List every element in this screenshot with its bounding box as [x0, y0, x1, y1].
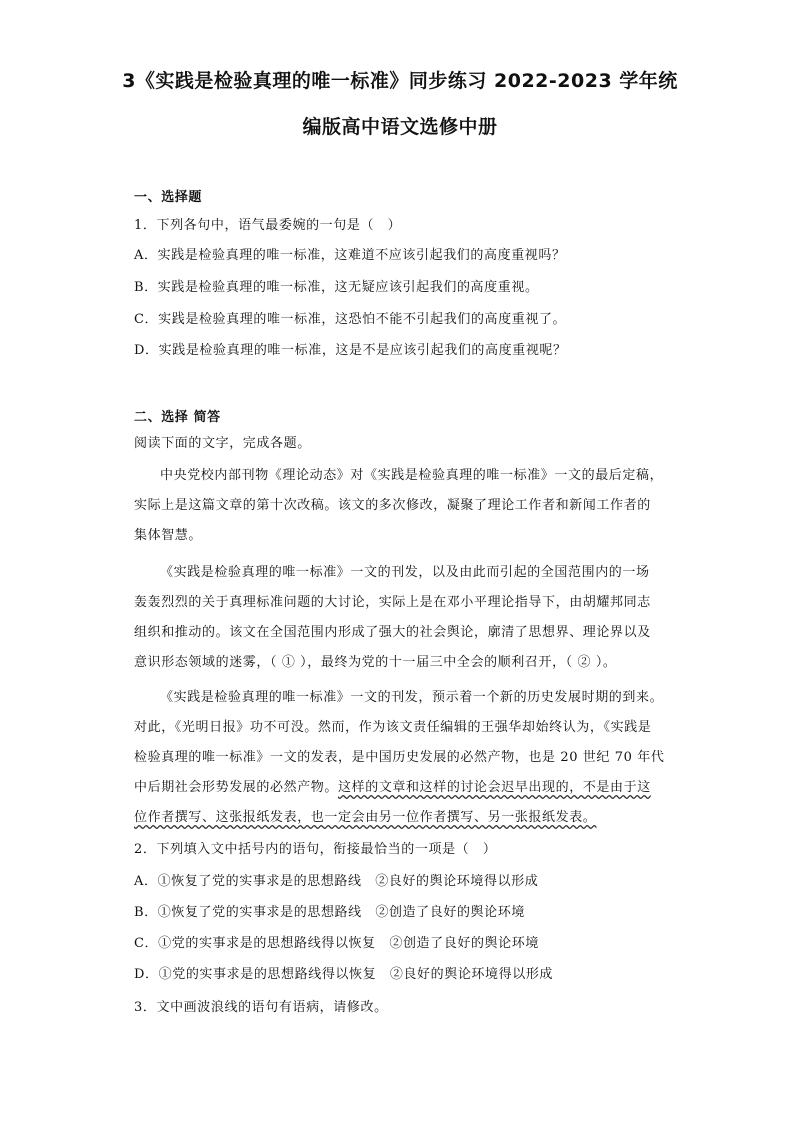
question-2-option-c: C．①党的实事求是的思想路线得以恢复 ②创造了良好的舆论环境	[134, 936, 539, 951]
reading-instruction: 阅读下面的文字，完成各题。	[134, 436, 311, 451]
question-1-option-d: D．实践是检验真理的唯一标准，这是不是应该引起我们的高度重视呢？	[134, 343, 567, 358]
question-1-option-b: B．实践是检验真理的唯一标准，这无疑应该引起我们的高度重视。	[134, 280, 539, 295]
wavy-underlined-sentence-part-1: 这样的文章和这样的讨论会迟早出现的，不是由于这	[338, 780, 651, 795]
section-heading-choice: 一、选择题	[134, 190, 203, 205]
question-1-option-c: C．实践是检验真理的唯一标准，这恐怕不能不引起我们的高度重视了。	[134, 312, 567, 327]
document-title-line-1: 3《实践是检验真理的唯一标准》同步练习 2022-2023 学年统	[122, 70, 678, 92]
passage-p1-line-1: 中央党校内部刊物《理论动态》对《实践是检验真理的唯一标准》一文的最后定稿，	[160, 468, 664, 483]
question-2-option-b: B．①恢复了党的实事求是的思想路线 ②创造了良好的舆论环境	[134, 905, 525, 920]
question-3-stem: 3．文中画波浪线的语句有语病，请修改。	[134, 1000, 388, 1015]
passage-p2-line-2: 轰轰烈烈的关于真理标准问题的大讨论，实际上是在邓小平理论指导下，由胡耀邦同志	[134, 595, 651, 610]
passage-p1-line-2: 实际上是这篇文章的第十次改稿。该文的多次修改，凝聚了理论工作者和新闻工作者的	[134, 498, 651, 513]
passage-p2-line-1: 《实践是检验真理的唯一标准》一文的刊发，以及由此而引起的全国范围内的一场	[160, 565, 650, 580]
passage-p2-line-4: 意识形态领域的迷雾，（ ① ），最终为党的十一届三中全会的顺利召开，（ ② ）。	[134, 655, 617, 670]
passage-p3-line-1: 《实践是检验真理的唯一标准》一文的刊发，预示着一个新的历史发展时期的到来。	[160, 690, 664, 705]
passage-p3-line-3: 检验真理的唯一标准》一文的发表，是中国历史发展的必然产物，也是 20 世纪 70 年代	[134, 750, 665, 765]
passage-p3-line-4-text: 中后期社会形势发展的必然产物。	[134, 780, 339, 795]
document-title-line-2: 编版高中语文选修中册	[302, 116, 498, 138]
question-1-stem: 1．下列各句中，语气最委婉的一句是（ ）	[134, 218, 402, 233]
passage-p3-line-4	[134, 776, 651, 795]
question-2-option-a: A．①恢复了党的实事求是的思想路线 ②良好的舆论环境得以形成	[134, 874, 539, 889]
wavy-underlined-sentence-part-2: 位作者撰写、这张报纸发表，也一定会由另一位作者撰写、另一张报纸发表。	[134, 810, 597, 825]
question-2-stem: 2．下列填入文中括号内的语句，衔接最恰当的一项是（ ）	[134, 842, 497, 857]
passage-p2-line-3: 组织和推动的。该文在全国范围内形成了强大的社会舆论，廓清了思想界、理论界以及	[134, 625, 651, 640]
passage-p3-line-2: 对此，《光明日报》功不可没。然而，作为该文责任编辑的王强华却始终认为，《实践是	[134, 720, 652, 735]
section-heading-short-answer: 二、选择 简答	[134, 410, 221, 425]
passage-p1-line-3: 集体智慧。	[134, 528, 203, 543]
passage-p3-line-5	[134, 806, 596, 825]
question-2-option-d: D．①党的实事求是的思想路线得以恢复 ②良好的舆论环境得以形成	[134, 967, 554, 982]
question-1-option-a: A．实践是检验真理的唯一标准，这难道不应该引起我们的高度重视吗？	[134, 248, 566, 263]
